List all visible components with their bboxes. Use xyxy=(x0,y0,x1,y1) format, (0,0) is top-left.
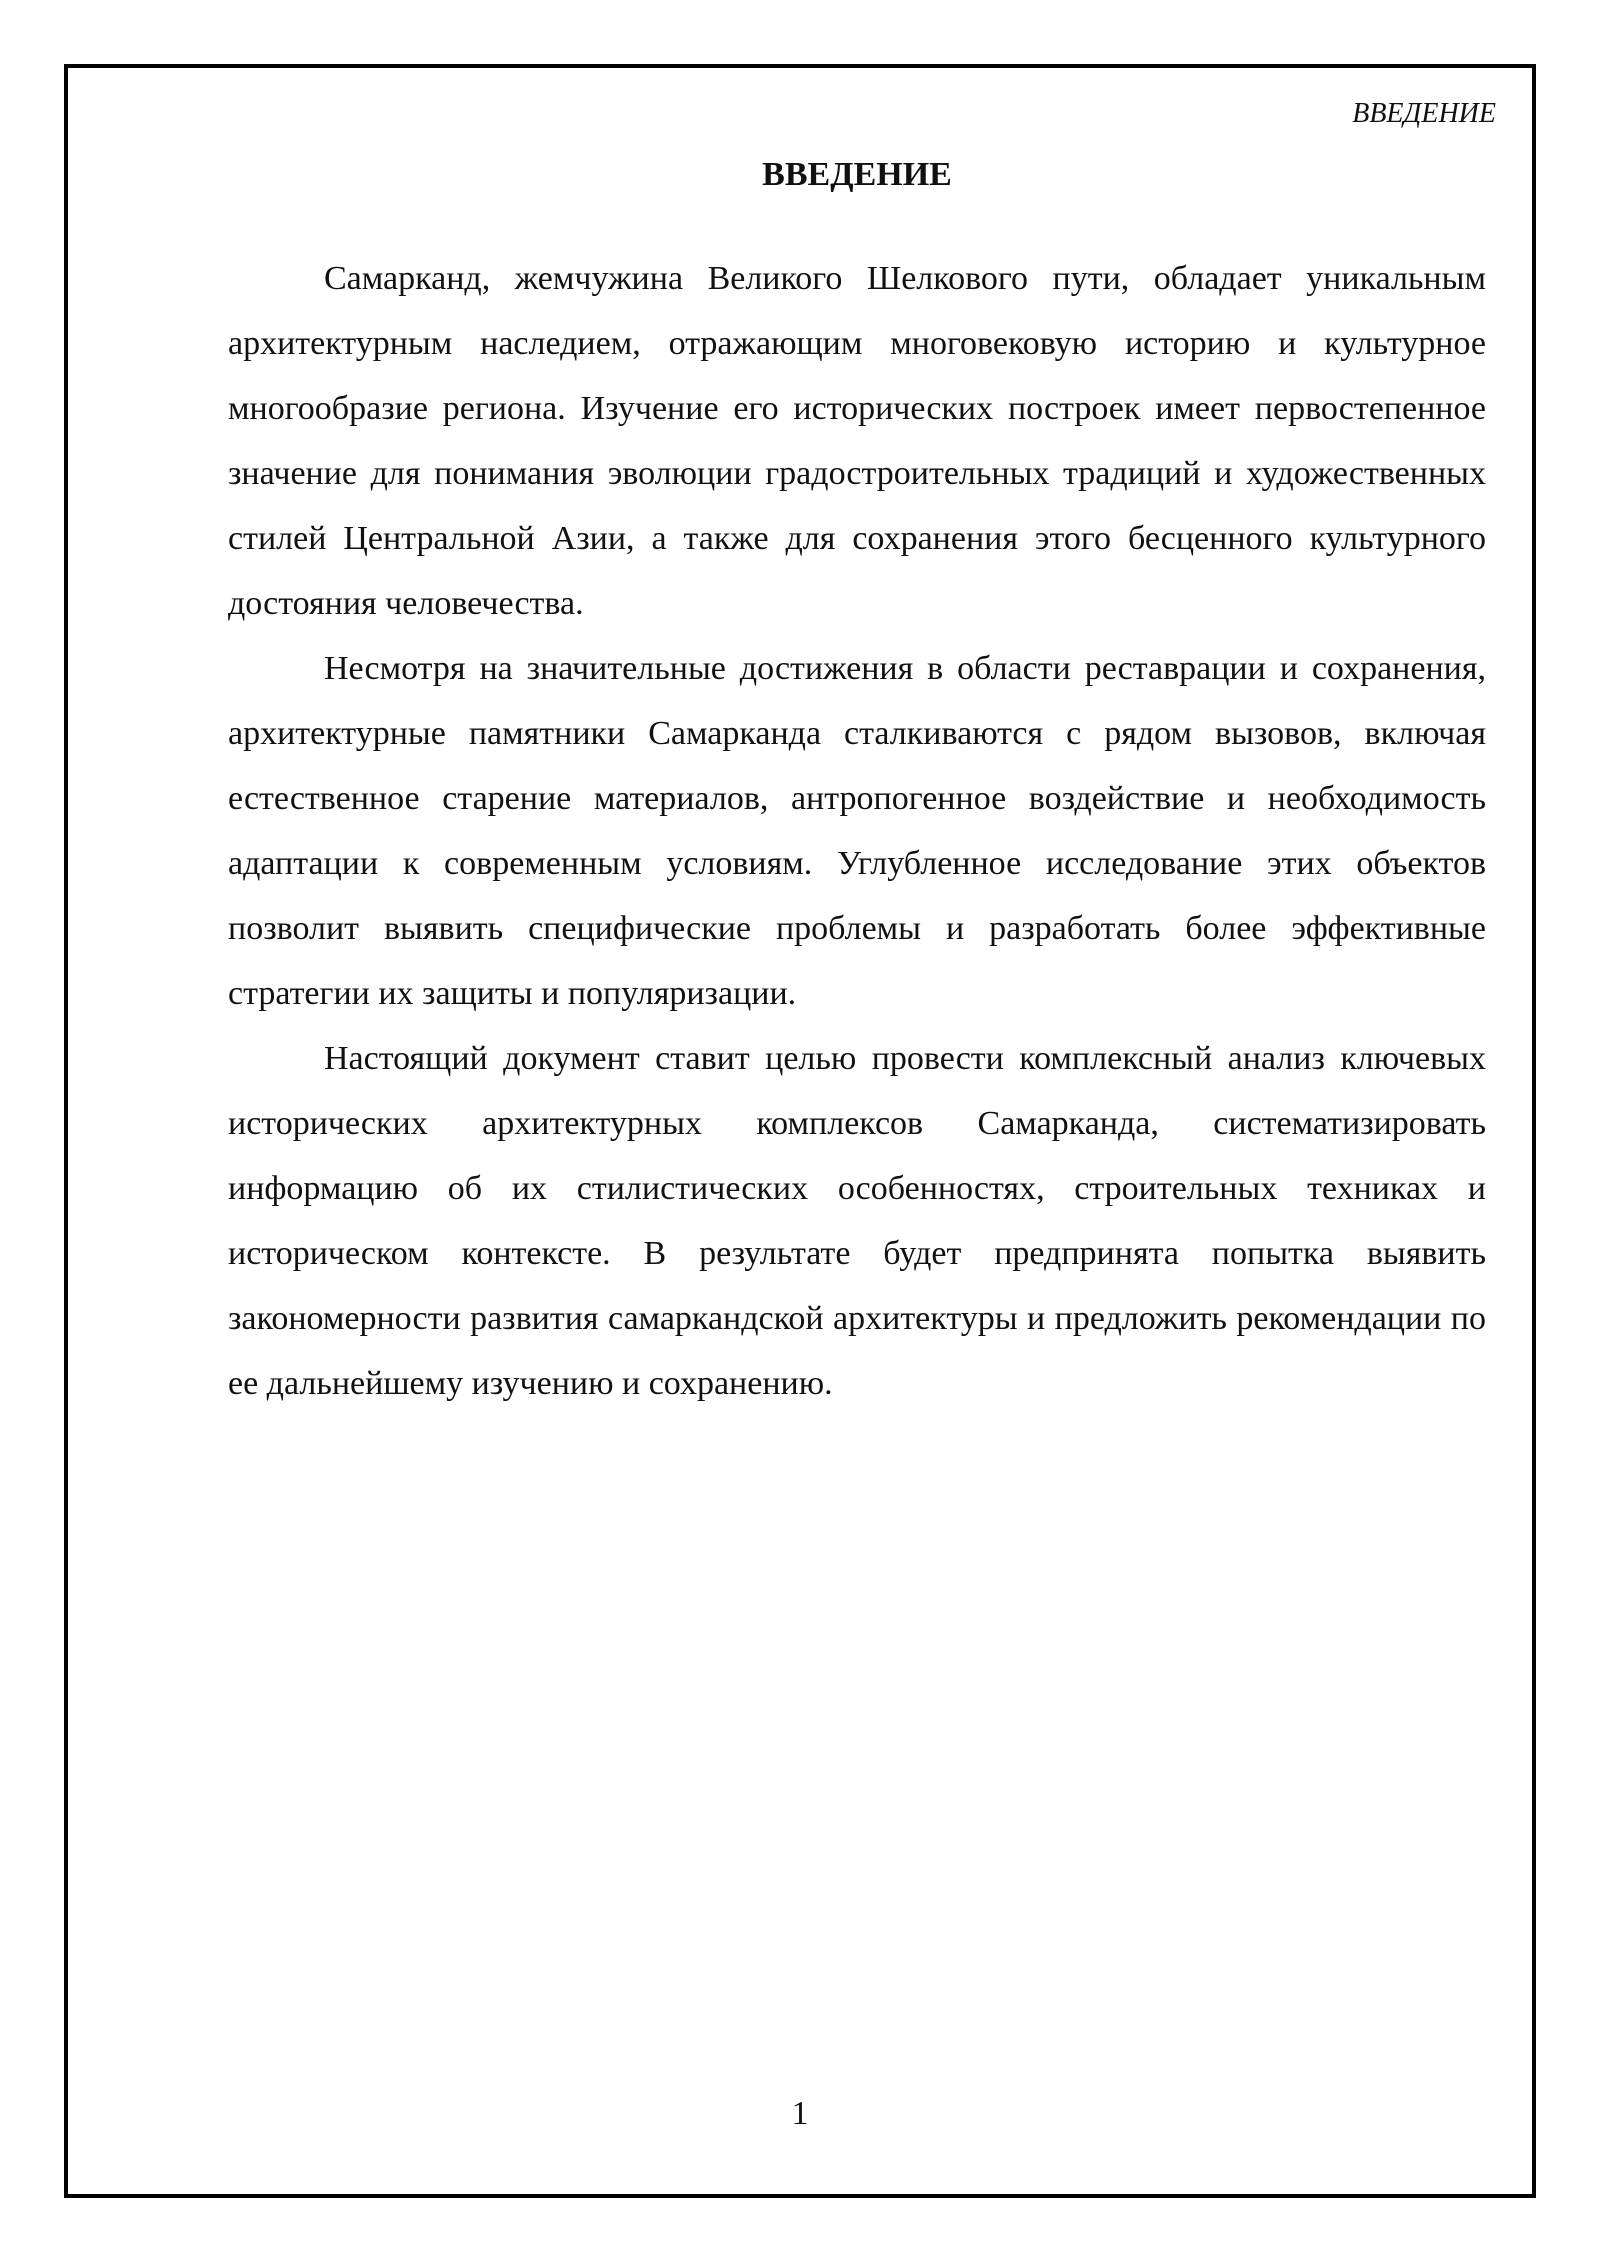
page-title: ВВЕДЕНИЕ xyxy=(762,156,952,193)
paragraph-2: Несмотря на значительные достижения в области реставрации и сохранения, архитектурные памятники Самарканда сталкиваются с рядом вызовов, включая естественное старение материалов, антропогенное воздействие и необходимость адаптации к современным условиям. Углубленное исследование этих объектов позволит выявить специфические проблемы и разработать более эффективные стратегии их защиты и популяризации. xyxy=(228,650,1486,1012)
paragraph-1: Самарканд, жемчужина Великого Шелкового пути, обладает уникальным архитектурным наследием, отражающим многовековую историю и культурное многообразие региона. Изучение его исторических построек имеет первостепенное значение для понимания эволюции градостроительных традиций и художественных стилей Центральной Азии, а также для сохранения этого бесценного культурного достояния человечества. xyxy=(228,260,1486,622)
paragraph-3: Настоящий документ ставит целью провести комплексный анализ ключевых исторических архитектурных комплексов Самарканда, систематизировать информацию об их стилистических особенностях, строительных техниках и историческом контексте. В результате будет предпринята попытка выявить закономерности развития самаркандской архитектуры и предложить рекомендации по ее дальнейшему изучению и сохранению. xyxy=(228,1040,1486,1402)
running-header: ВВЕДЕНИЕ xyxy=(1352,98,1496,129)
page-number: 1 xyxy=(791,2095,809,2132)
body-text xyxy=(228,246,1486,1416)
